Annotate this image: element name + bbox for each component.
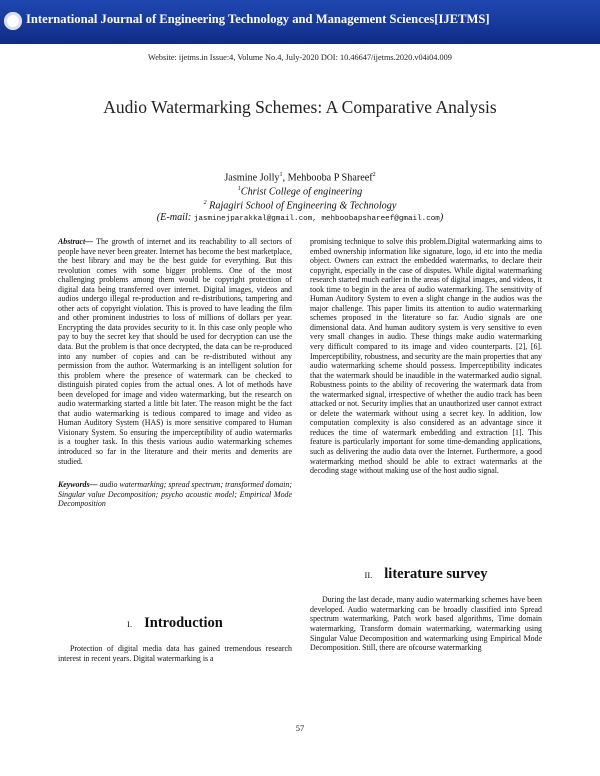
affiliation-2-mark: 2 — [203, 199, 207, 206]
paper-title: Audio Watermarking Schemes: A Comparative Analysis — [103, 97, 497, 117]
email-line — [100, 212, 500, 226]
author-2: , Mehbooba P Shareef — [282, 172, 373, 184]
affiliation-1-text: Christ College of engineering — [240, 186, 363, 198]
affiliation-1 — [100, 184, 500, 198]
section-literature-survey-heading — [310, 565, 542, 583]
email-addresses: jasminejparakkal@gmail.com, mehboobapshareef@gmail.com — [193, 214, 440, 223]
right-column-text: promising technique to solve this problem.Digital watermarking aims to embed ownership information like signature, logo, id etc into the media object. Owners can extract the embedded watermarks, to declare their copyright, especially in the case of disputes. While digital watermarking research started much earlier in the areas of digital images, and videos, it took time to begin in the area of audio watermarking. The sensitivity of Human Auditory System to even a slight change in the audios was the major challenge. This paper limits its attention to audio watermarking schemes proposed in the literature so far. Audio signals are one dimensional data. And human auditory system is very sensitive to even very small changes in audio. These things make audio watermarking very difficult compared to its image and video counterparts. [2], [6]. Imperceptibility, robustness, and security are the main properties that any audio watermarking scheme should possess. Imperceptibility indicates that the watermark should be inaudible in the watermarked audio signal. Robustness points to the ability of recovering the watermark data from the watermarked signal, irrespective of whether the audio track has been attacked or not. Security implies that an unauthorized user cannot extract or delete the watermark without using a secret key. In addition, low computation complexity is also considered as an advantage since it reduces the time of watermark embedding and extraction [1]. This feature is particularly important for some time-demanding applications, such as delivering the audio data over the Internet. Furthermore, a good watermarking method should be able to extract watermarks at the decoding stage without making use of the host audio signal. — [310, 237, 542, 476]
author-1-mark: 1 — [279, 172, 283, 178]
right-column — [310, 237, 542, 476]
author-names — [100, 170, 500, 184]
journal-banner — [0, 0, 600, 44]
keywords-text: audio watermarking; spread spectrum; transformed domain; Singular value Decomposition; psycho acoustic model; Empirical Mode Decomposition — [58, 480, 292, 509]
keywords — [58, 480, 292, 509]
literature-survey-text: During the last decade, many audio watermarking schemes have been developed. Audio watermarking can be broadly classified into Spread spectrum watermarking, Patch work based algorithms, Time domain watermarking, Transform domain watermarking, watermarking using Singular Value Decomposition and watermarking using Empirical Mode Decomposition. Still, there are ofcourse watermarking — [310, 594, 542, 653]
left-column — [58, 237, 292, 509]
author-2-mark: 2 — [372, 172, 376, 178]
keywords-label: Keywords— — [58, 480, 98, 490]
journal-logo-icon — [4, 12, 22, 30]
affiliation-1-mark: 1 — [237, 185, 241, 192]
abstract-text: The growth of internet and its reachability to all sectors of people have never been greater. Internet has become the best marketplace, the best library and may be the best guide for everything. But this revolution comes with some bigger problems. One of the most challenging problems among them would be copyright protection of digital data being transferred over internet. Digital images, videos and audios undergo illegal re-production and re-distributions, tampering and other acts of copyright violation. This is proved to have leading the film and other prominent industries to loss of millions of dollars per year. Encrypting the data provides security to it. In this case only people who pay to buy the secret key that should be used for decryption can use the data. But the problem is that once decrypted, the data can be re-produced into any number of copies and can be re-distributed without any permission from the author. Watermarking is an intelligent solution for this problem where the presence of watermark can be checked to distinguish pirated copies from the actual ones. A lot of methods have been developed for image and video watermarking, but the research on audio watermarking started a little bit later. The reason might be the fact that audio watermarking is tedious compared to image and video as Human Auditory System (HAS) is more sensitive compared to Human Visionary System. So ensuring the imperceptibility of audio watermarks is a tougher task. In this thesis various audio watermarking schemes introduced so far in the literature and their merits and demerits are studied. — [58, 237, 292, 466]
affiliation-2 — [100, 198, 500, 212]
section-1-title: Introduction — [144, 615, 223, 631]
journal-title: International Journal of Engineering Technology and Management Sciences[IJETMS] — [26, 12, 490, 26]
abstract — [58, 237, 292, 466]
affiliation-2-text: Rajagiri School of Engineering & Technology — [206, 200, 397, 212]
introduction-text: Protection of digital media data has gained tremendous research interest in recent years. Digital watermarking is a — [58, 643, 292, 663]
section-introduction-heading — [58, 614, 292, 632]
section-2-title: literature survey — [384, 566, 488, 582]
page-number: 57 — [295, 723, 305, 733]
author-block — [100, 170, 500, 225]
email-close: ) — [439, 211, 444, 223]
email-label: (E-mail: — [156, 211, 194, 223]
website-issue-line: Website: ijetms.in Issue:4, Volume No.4, July-2020 DOI: 10.46647/ijetms.2020.v04i04.009 — [148, 53, 452, 62]
section-1-number: I. — [127, 619, 133, 629]
section-2-number: II. — [364, 570, 373, 580]
author-1: Jasmine Jolly — [224, 172, 280, 184]
abstract-label: Abstract— — [58, 237, 94, 246]
